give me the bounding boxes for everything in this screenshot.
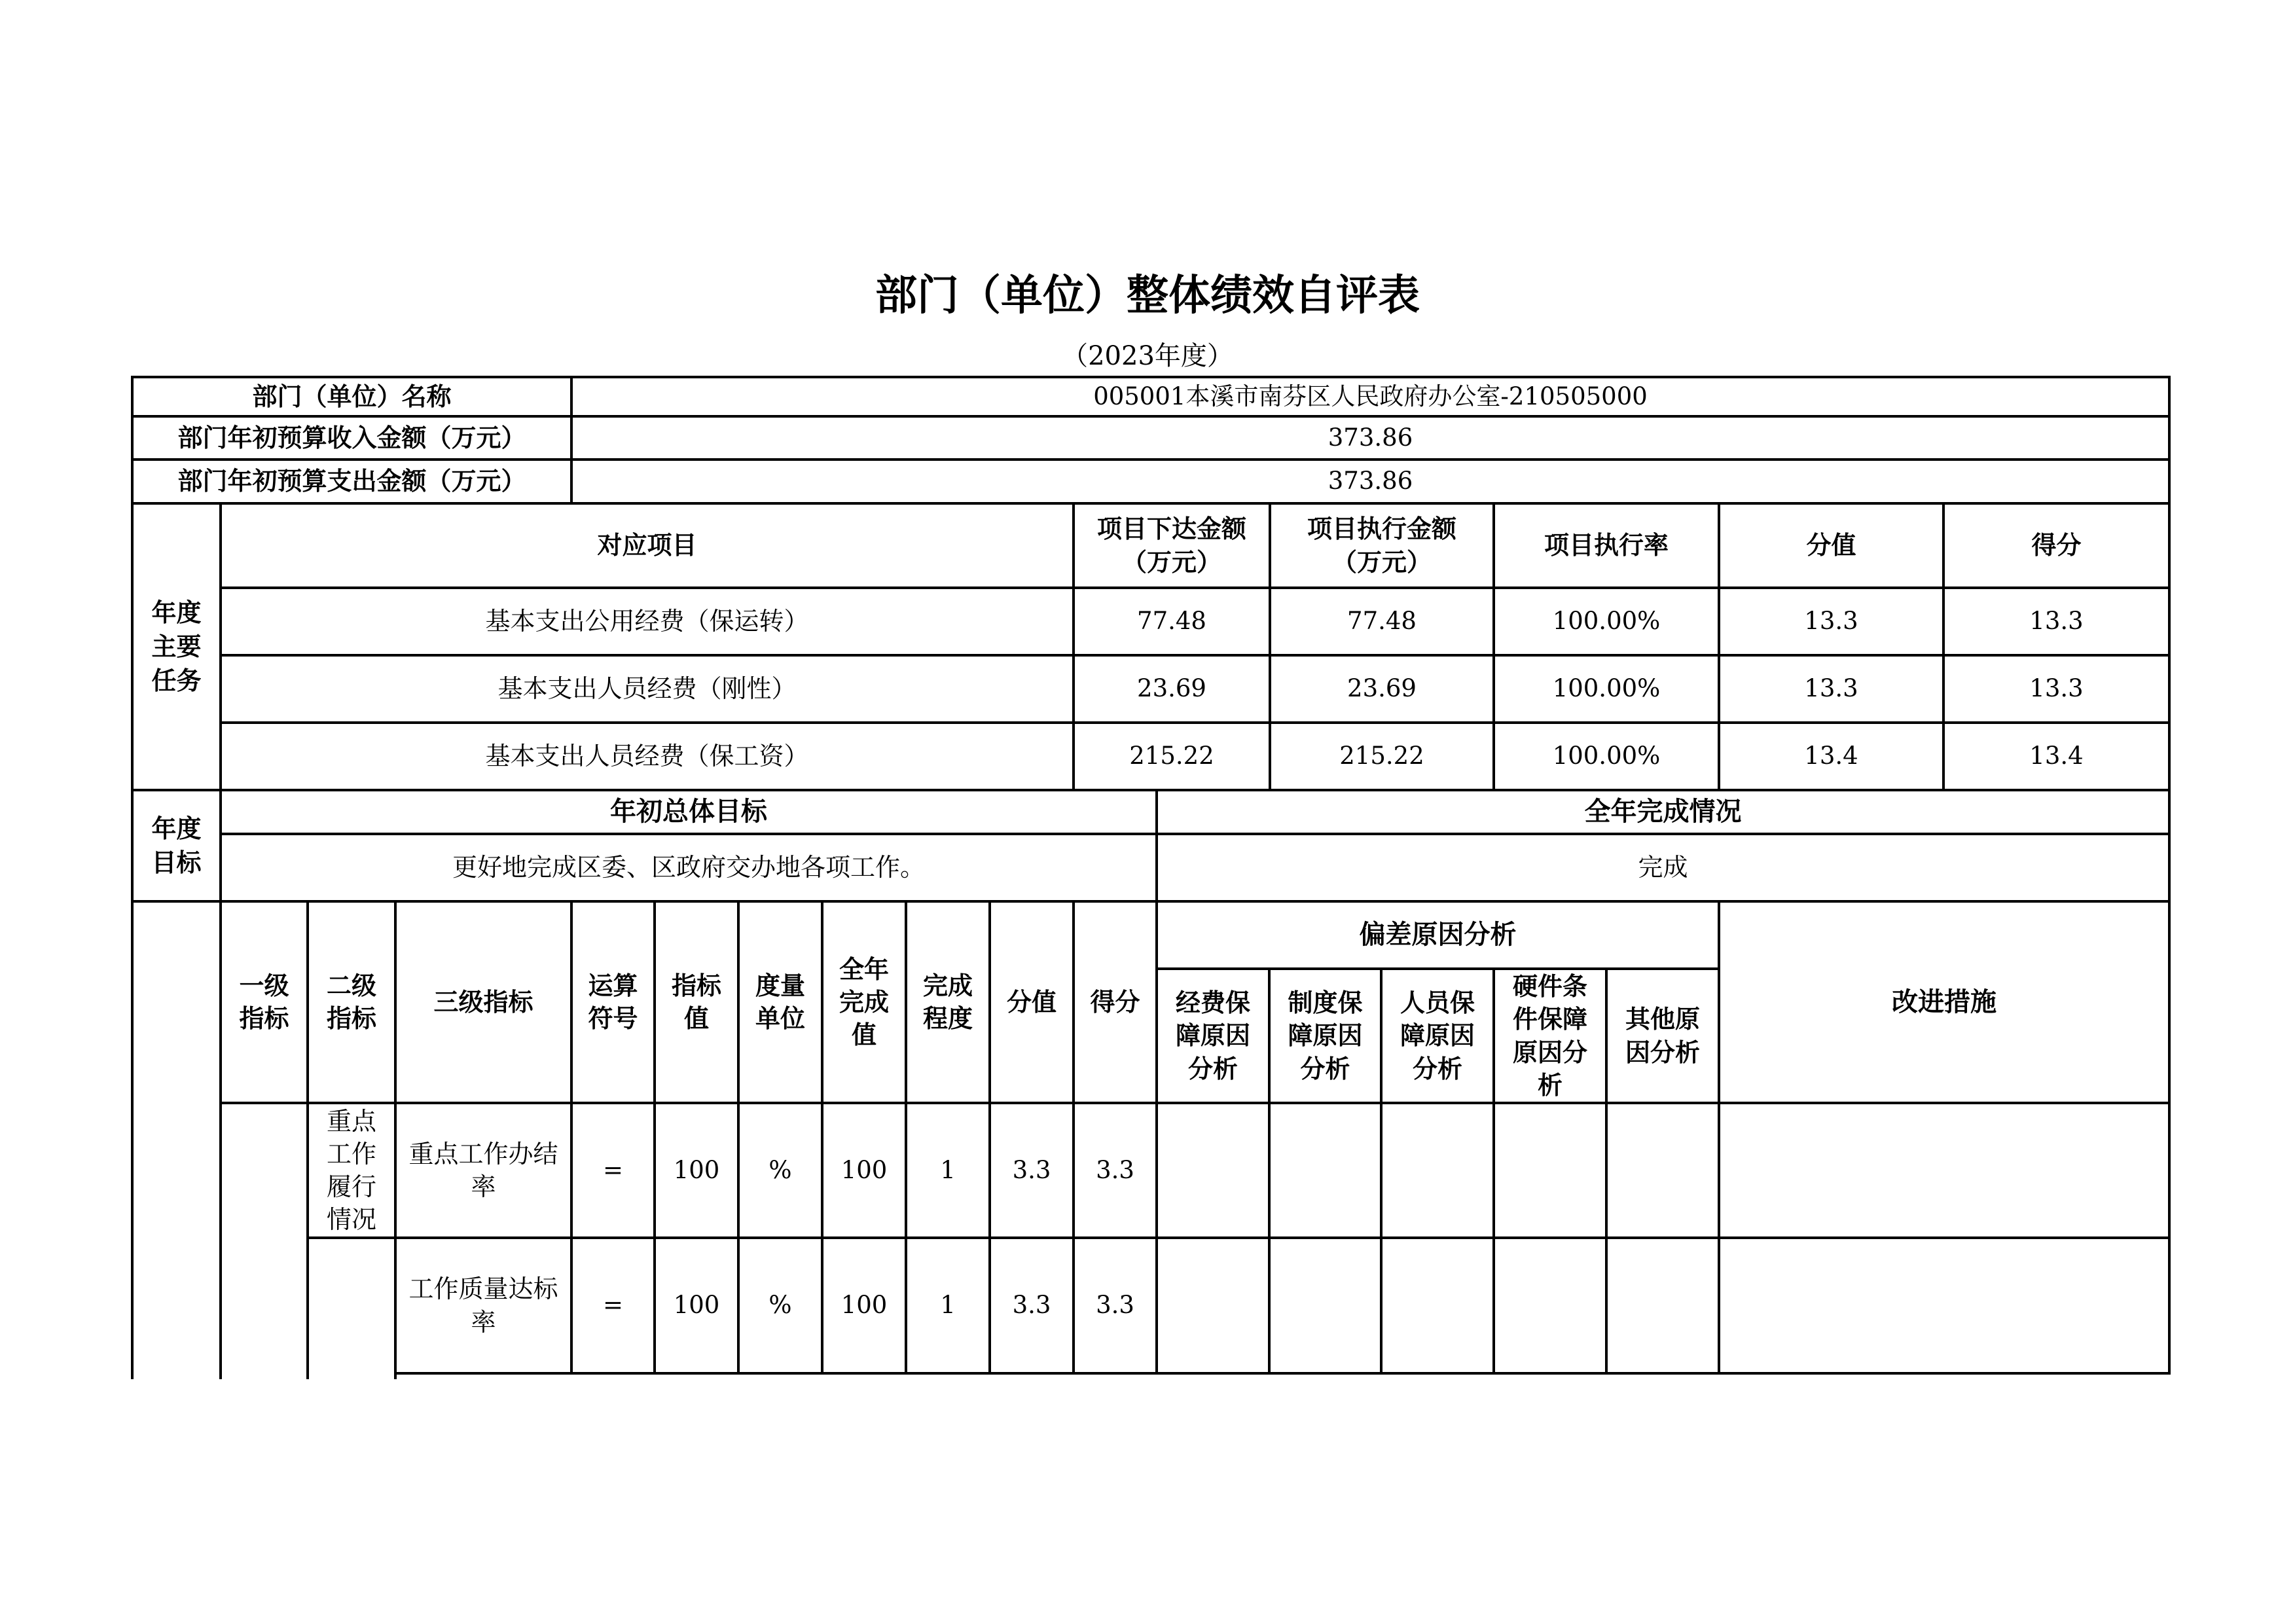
ind-header-level1: 一级指标 — [239, 971, 289, 1033]
ind-header-target: 指标值 — [671, 971, 721, 1033]
tasks-header-rate: 项目执行率 — [1544, 531, 1669, 560]
ind-header-dev-hardware: 硬件条件保障原因分析 — [1512, 972, 1587, 1100]
task-score: 13.3 — [2029, 607, 2084, 636]
task-score-value: 13.3 — [1804, 607, 1858, 636]
task-score: 13.3 — [2029, 674, 2084, 703]
tasks-header-score: 得分 — [2031, 531, 2082, 560]
ind-header-operator: 运算符号 — [588, 971, 638, 1033]
ind-header-score: 得分 — [1090, 987, 1140, 1017]
ind-target: 100 — [673, 1291, 720, 1320]
ind-level3: 工作质量达标率 — [408, 1274, 558, 1337]
task-rate: 100.00% — [1552, 742, 1661, 770]
task-rate: 100.00% — [1552, 607, 1661, 636]
dept-name-label: 部门（单位）名称 — [252, 382, 452, 411]
ind-unit: % — [768, 1155, 792, 1184]
goals-initial-header: 年初总体目标 — [610, 797, 767, 827]
goals-initial-value: 更好地完成区委、区政府交办地各项工作。 — [452, 853, 925, 882]
budget-income-value: 373.86 — [1328, 423, 1413, 452]
goals-completion-value: 完成 — [1638, 853, 1688, 882]
ind-header-unit: 度量单位 — [755, 971, 805, 1033]
task-score-value: 13.3 — [1804, 674, 1858, 703]
ind-target: 100 — [673, 1155, 720, 1184]
ind-header-level3: 三级指标 — [433, 987, 533, 1017]
task-executed: 77.48 — [1347, 607, 1417, 636]
budget-expense-label: 部门年初预算支出金额（万元） — [177, 467, 526, 496]
ind-unit: % — [768, 1291, 792, 1320]
year-subtitle: （2023年度） — [1062, 341, 1233, 371]
ind-actual: 100 — [840, 1155, 888, 1184]
tasks-header-issued: 项目下达金额（万元） — [1096, 514, 1246, 577]
ind-header-score-value: 分值 — [1006, 987, 1057, 1017]
ind-header-actual: 全年完成值 — [839, 954, 889, 1050]
task-issued: 77.48 — [1137, 607, 1206, 636]
task-executed: 23.69 — [1347, 674, 1417, 703]
task-item: 基本支出公用经费（保运转） — [485, 607, 809, 636]
budget-income-label: 部门年初预算收入金额（万元） — [177, 423, 526, 452]
tasks-header-score-value: 分值 — [1806, 531, 1856, 560]
task-rate: 100.00% — [1552, 674, 1661, 703]
ind-degree: 1 — [940, 1291, 956, 1320]
ind-operator: = — [602, 1155, 623, 1184]
task-issued: 215.22 — [1129, 742, 1214, 770]
ind-header-deviation: 偏差原因分析 — [1359, 920, 1517, 950]
tasks-section-label: 年度主要任务 — [151, 598, 202, 695]
task-issued: 23.69 — [1137, 674, 1206, 703]
tasks-header-item: 对应项目 — [597, 531, 697, 560]
task-score: 13.4 — [2029, 742, 2084, 770]
dept-name-value: 005001本溪市南芬区人民政府办公室-210505000 — [1093, 382, 1648, 410]
ind-header-dev-fund: 经费保障原因分析 — [1175, 988, 1250, 1083]
ind-level3: 重点工作办结率 — [408, 1139, 558, 1201]
tasks-header-executed: 项目执行金额（万元） — [1307, 514, 1456, 577]
goals-section-label: 年度目标 — [151, 814, 202, 877]
task-item: 基本支出人员经费（刚性） — [497, 674, 797, 704]
ind-level2: 重点工作履行情况 — [326, 1106, 376, 1235]
ind-header-improve: 改进措施 — [1892, 986, 1997, 1017]
ind-header-level2: 二级指标 — [326, 971, 376, 1033]
ind-actual: 100 — [840, 1291, 888, 1320]
ind-score: 3.3 — [1096, 1155, 1134, 1184]
ind-header-dev-system: 制度保障原因分析 — [1288, 988, 1363, 1083]
budget-expense-value: 373.86 — [1328, 467, 1413, 496]
task-score-value: 13.4 — [1804, 742, 1858, 770]
task-item: 基本支出人员经费（保工资） — [485, 742, 809, 771]
ind-score: 3.3 — [1096, 1291, 1134, 1320]
page-title: 部门（单位）整体绩效自评表 — [875, 272, 1420, 320]
goals-completion-header: 全年完成情况 — [1584, 797, 1742, 827]
ind-score-value: 3.3 — [1012, 1291, 1051, 1320]
ind-degree: 1 — [940, 1155, 956, 1184]
task-executed: 215.22 — [1339, 742, 1424, 770]
ind-operator: = — [602, 1291, 623, 1320]
ind-header-dev-other: 其他原因分析 — [1625, 1005, 1700, 1067]
ind-score-value: 3.3 — [1012, 1155, 1051, 1184]
ind-header-dev-staff: 人员保障原因分析 — [1400, 988, 1475, 1083]
ind-header-degree: 完成程度 — [922, 971, 973, 1033]
